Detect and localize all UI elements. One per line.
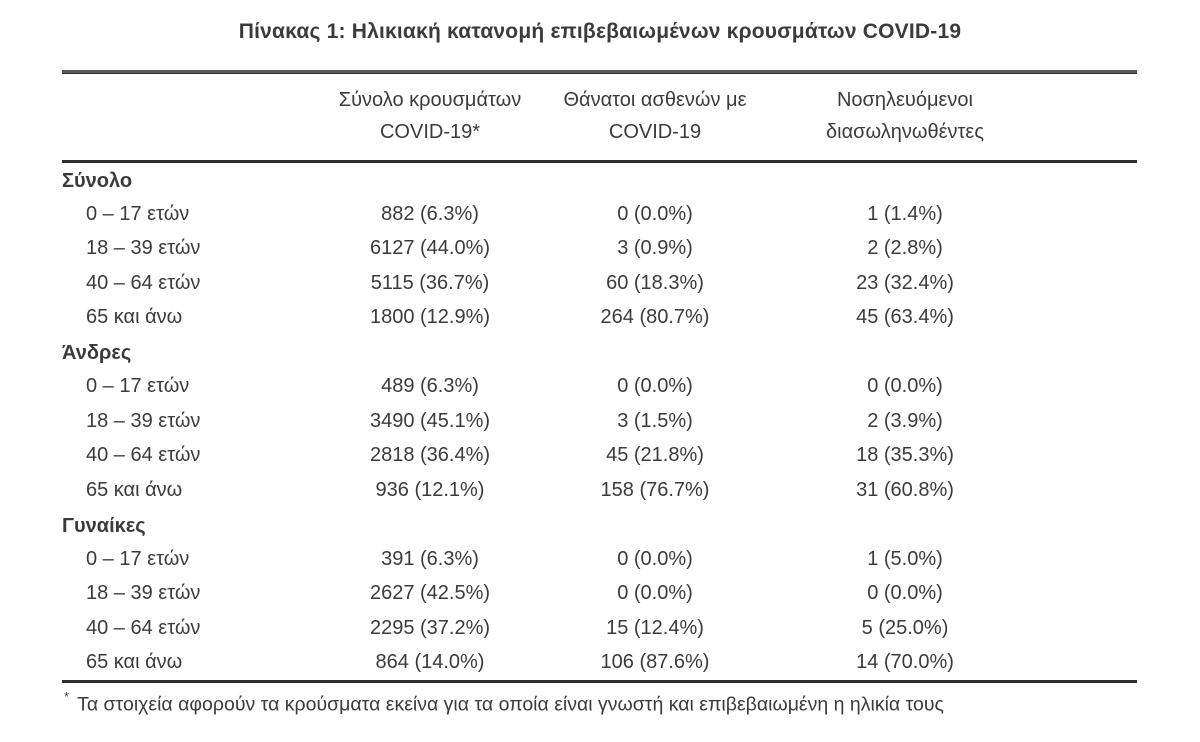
deaths-value: 0 (0.0%) [617, 582, 693, 605]
section-header-women [62, 508, 1048, 543]
section-label: Άνδρες [62, 342, 132, 365]
header-deaths [548, 84, 762, 148]
intubated-value: 2 (3.9%) [867, 409, 943, 432]
table-row [62, 473, 1048, 508]
age-label: 40 – 64 ετών [86, 271, 201, 294]
deaths-value: 3 (1.5%) [617, 409, 693, 432]
deaths-value: 106 (87.6%) [600, 651, 710, 674]
footnote-text: Τα στοιχεία αφορούν τα κρούσματα εκείνα για τα οποία είναι γνωστή και επιβεβαιωμένη η ηλικία τους [77, 693, 944, 715]
deaths-value: 3 (0.9%) [617, 237, 693, 260]
intubated-value: 23 (32.4%) [856, 271, 954, 294]
cases-value: 6127 (44.0%) [369, 237, 491, 260]
section-label: Γυναίκες [62, 514, 146, 537]
header-intubated [762, 84, 1048, 148]
table-row [62, 370, 1048, 405]
table-header-row [62, 74, 1048, 160]
table-row [62, 439, 1048, 474]
table-row [62, 611, 1048, 646]
table-row [62, 301, 1048, 336]
header-cases [312, 84, 548, 148]
age-label: 65 και άνω [86, 651, 183, 674]
intubated-value: 2 (2.8%) [867, 237, 943, 260]
cases-value: 2818 (36.4%) [369, 444, 491, 467]
intubated-value: 14 (70.0%) [856, 651, 954, 674]
cases-value: 5115 (36.7%) [370, 271, 490, 294]
table-row [62, 266, 1048, 301]
section-header-men [62, 335, 1048, 370]
cases-value: 882 (6.3%) [381, 202, 479, 225]
deaths-value: 0 (0.0%) [617, 547, 693, 570]
table-row [62, 232, 1048, 267]
table-row [62, 542, 1048, 577]
intubated-value: 1 (1.4%) [867, 202, 943, 225]
age-label: 65 και άνω [86, 478, 183, 501]
section-label: Σύνολο [62, 169, 133, 192]
intubated-value: 18 (35.3%) [856, 444, 954, 467]
age-label: 0 – 17 ετών [86, 547, 190, 570]
age-label: 18 – 39 ετών [86, 582, 201, 605]
cases-value: 936 (12.1%) [375, 478, 485, 501]
deaths-value: 264 (80.7%) [600, 306, 710, 329]
header-cases-line1: Σύνολο κρουσμάτων [338, 89, 522, 111]
header-cases-line2: COVID-19* [379, 121, 481, 143]
intubated-value: 45 (63.4%) [856, 306, 954, 329]
deaths-value: 15 (12.4%) [606, 616, 704, 639]
table-bottom-rule [62, 680, 1137, 683]
deaths-value: 158 (76.7%) [600, 478, 710, 501]
header-intubated-line2: διασωληνωθέντες [826, 121, 984, 143]
intubated-value: 0 (0.0%) [867, 375, 943, 398]
age-label: 65 και άνω [86, 306, 183, 329]
covid-age-table [62, 70, 1137, 683]
age-label: 40 – 64 ετών [86, 444, 201, 467]
cases-value: 2295 (37.2%) [369, 616, 491, 639]
age-label: 0 – 17 ετών [86, 375, 190, 398]
header-intubated-line1: Νοσηλευόμενοι [836, 89, 973, 111]
header-deaths-line1: Θάνατοι ασθενών με [563, 89, 747, 111]
table-row [62, 404, 1048, 439]
intubated-value: 5 (25.0%) [861, 616, 949, 639]
cases-value: 391 (6.3%) [381, 547, 479, 570]
intubated-value: 0 (0.0%) [867, 582, 943, 605]
intubated-value: 1 (5.0%) [867, 547, 943, 570]
table-row [62, 646, 1048, 681]
age-label: 40 – 64 ετών [86, 616, 201, 639]
table-row [62, 577, 1048, 612]
cases-value: 1800 (12.9%) [369, 306, 491, 329]
footnote [64, 688, 1200, 717]
cases-value: 489 (6.3%) [381, 375, 479, 398]
cases-value: 864 (14.0%) [375, 651, 485, 674]
header-deaths-line2: COVID-19 [608, 121, 702, 143]
deaths-value: 45 (21.8%) [606, 444, 704, 467]
table-row [62, 197, 1048, 232]
intubated-value: 31 (60.8%) [856, 478, 954, 501]
deaths-value: 60 (18.3%) [606, 271, 704, 294]
cases-value: 3490 (45.1%) [369, 409, 491, 432]
age-label: 0 – 17 ετών [86, 202, 190, 225]
page-title: Πίνακας 1: Ηλικιακή κατανομή επιβεβαιωμένων κρουσμάτων COVID-19 [238, 20, 962, 43]
footnote-asterisk: * [64, 688, 70, 704]
header-spacer [62, 84, 312, 148]
age-label: 18 – 39 ετών [86, 237, 201, 260]
deaths-value: 0 (0.0%) [617, 202, 693, 225]
section-header-total [62, 163, 1048, 198]
age-label: 18 – 39 ετών [86, 409, 201, 432]
cases-value: 2627 (42.5%) [369, 582, 491, 605]
deaths-value: 0 (0.0%) [617, 375, 693, 398]
